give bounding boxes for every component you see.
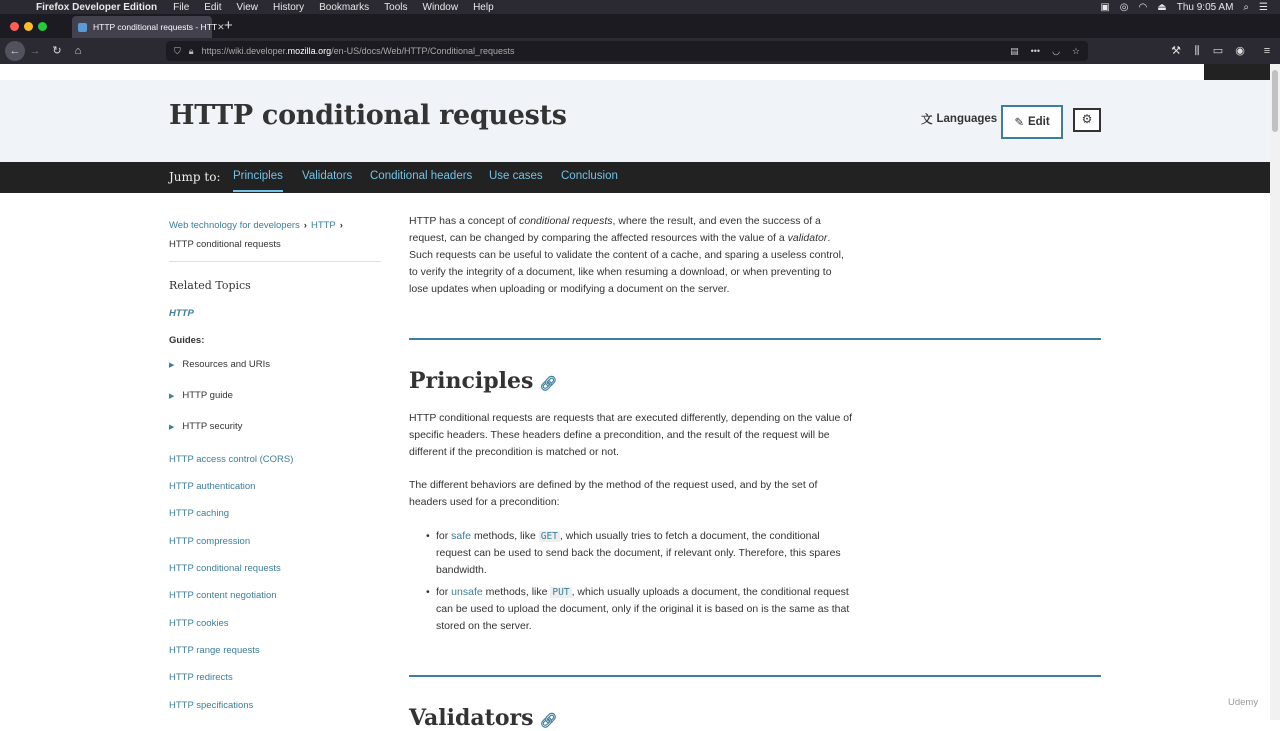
link-anchor-icon[interactable]: 🔗︎ xyxy=(539,376,558,392)
browser-tab[interactable] xyxy=(72,16,225,38)
sidebar-link-authentication[interactable]: HTTP authentication xyxy=(169,481,256,492)
wifi-icon[interactable]: ◠ xyxy=(1138,1,1148,13)
library-icon[interactable]: ⫼ xyxy=(1194,45,1200,57)
scrollbar-thumb[interactable] xyxy=(1272,70,1278,132)
breadcrumb xyxy=(169,216,381,254)
page-actions-icon[interactable]: ••• xyxy=(1030,45,1041,56)
menu-tools[interactable]: Tools xyxy=(384,1,408,13)
translate-icon: 文 xyxy=(921,114,933,126)
code-get[interactable]: GET xyxy=(540,531,558,542)
tree-item-http-guide[interactable] xyxy=(169,390,233,401)
expand-triangle-icon: ▶ xyxy=(169,424,175,431)
breadcrumb-http[interactable]: HTTP xyxy=(310,220,336,231)
tracking-shield-icon[interactable]: ⛉ xyxy=(174,45,181,56)
code-put[interactable]: PUT xyxy=(552,587,570,598)
jump-link-conditional-headers[interactable]: Conditional headers xyxy=(370,170,473,182)
menu-bookmarks[interactable]: Bookmarks xyxy=(319,1,370,13)
lock-icon[interactable]: 🔒︎ xyxy=(188,45,194,56)
validators-heading: Validators 🔗︎ xyxy=(409,705,558,731)
url-path: /en-US/docs/Web/HTTP/Conditional_requests xyxy=(331,46,515,56)
link-anchor-icon[interactable]: 🔗︎ xyxy=(539,713,558,729)
new-tab-icon[interactable]: + xyxy=(224,17,233,34)
tree-item-resources[interactable] xyxy=(169,359,270,370)
sidebar-link-compression[interactable]: HTTP compression xyxy=(169,536,251,547)
app-menu[interactable]: Firefox Developer Edition xyxy=(36,1,158,13)
status-icons xyxy=(1100,2,1280,13)
menu-edit[interactable]: Edit xyxy=(204,1,222,13)
page-title: HTTP conditional requests xyxy=(169,100,567,131)
breadcrumb-web-tech[interactable]: Web technology for developers xyxy=(169,220,300,231)
jump-to-bar xyxy=(0,162,1270,193)
developer-tools-icon[interactable]: ⚒ xyxy=(1171,45,1181,57)
forward-arrow-icon[interactable]: → xyxy=(29,45,41,57)
account-icon[interactable]: ◉ xyxy=(1235,45,1245,57)
tree-item-http-security[interactable] xyxy=(169,421,242,432)
jump-link-validators[interactable]: Validators xyxy=(302,170,353,182)
url-prefix: https://wiki.developer. xyxy=(201,46,288,56)
sidebar-link-redirects[interactable]: HTTP redirects xyxy=(169,672,233,683)
minimize-window-icon[interactable] xyxy=(24,22,33,31)
page-content xyxy=(0,64,1270,731)
unsafe-link[interactable]: unsafe xyxy=(451,586,483,598)
principles-heading: Principles 🔗︎ xyxy=(409,368,558,394)
bookmark-star-icon[interactable]: ☆ xyxy=(1071,45,1080,56)
edit-label: Edit xyxy=(1027,116,1050,128)
sidebar-link-cors[interactable]: HTTP access control (CORS) xyxy=(169,454,294,465)
gear-icon: ⚙ xyxy=(1081,112,1093,126)
settings-gear-button[interactable] xyxy=(1073,108,1101,132)
guides-label: Guides: xyxy=(169,335,205,346)
spotlight-search-icon[interactable]: ⌕ xyxy=(1243,1,1250,13)
udemy-watermark: Udemy xyxy=(1228,697,1259,708)
page-scrollbar[interactable] xyxy=(1270,64,1280,720)
section-divider xyxy=(409,675,1101,677)
control-center-icon[interactable]: ☰ xyxy=(1259,1,1268,13)
breadcrumb-current: HTTP conditional requests xyxy=(169,239,281,250)
jump-link-conclusion[interactable]: Conclusion xyxy=(561,170,618,182)
principles-paragraph-1: HTTP conditional requests are requests that are executed differently, depending on the value of specific headers. These headers define a precondition, and the result of the request will be different if the precondition is matched or not. xyxy=(409,412,853,458)
tree-item-label: HTTP guide xyxy=(182,390,233,401)
tree-item-label: HTTP security xyxy=(182,421,243,432)
focus-icon[interactable]: ◎ xyxy=(1119,1,1129,13)
breadcrumb-separator-icon: › xyxy=(339,220,343,231)
tab-strip xyxy=(0,14,1280,38)
sidebar-icon[interactable]: ▭ xyxy=(1212,45,1224,57)
pocket-icon[interactable]: ◡ xyxy=(1052,45,1060,56)
jump-link-use-cases[interactable]: Use cases xyxy=(489,170,543,182)
reader-view-icon[interactable]: ▤ xyxy=(1010,45,1019,56)
breadcrumb-separator-icon: › xyxy=(303,220,307,231)
languages-label: Languages xyxy=(936,113,998,125)
sidebar-link-specifications[interactable]: HTTP specifications xyxy=(169,700,254,711)
close-window-icon[interactable] xyxy=(10,22,19,31)
languages-button[interactable] xyxy=(921,111,997,127)
menu-history[interactable]: History xyxy=(273,1,305,13)
navigation-toolbar xyxy=(0,38,1280,64)
title-banner xyxy=(0,80,1270,162)
edit-button[interactable] xyxy=(1001,105,1063,139)
display-icon[interactable]: ▣ xyxy=(1100,1,1110,13)
sidebar-link-caching[interactable]: HTTP caching xyxy=(169,508,230,519)
sidebar-http-link[interactable]: HTTP xyxy=(169,308,194,319)
divider xyxy=(169,261,381,262)
safe-link[interactable]: safe xyxy=(451,530,472,542)
home-icon[interactable]: ⌂ xyxy=(74,45,82,57)
url-domain: mozilla.org xyxy=(287,46,332,56)
jump-link-principles[interactable]: Principles xyxy=(233,170,283,192)
sidebar-link-content-negotiation[interactable]: HTTP content negotiation xyxy=(169,590,277,601)
tab-title: HTTP conditional requests - HTT xyxy=(93,22,218,32)
sidebar-link-cookies[interactable]: HTTP cookies xyxy=(169,618,229,629)
eject-icon[interactable]: ⏏ xyxy=(1157,1,1167,13)
expand-triangle-icon: ▶ xyxy=(169,393,175,400)
clock[interactable]: Thu 9:05 AM xyxy=(1176,1,1234,13)
intro-paragraph: HTTP has a concept of conditional requests, where the result, and even the success of a request, can be changed by comparing the affected resources with the value of a validator. Such requests can be useful to validate the content of a cache, and sparing a useless control, to verify the integrity of a document, like when resuming a download, or when preventing to lose updates when uploading or modifying a document on the server. xyxy=(409,215,844,295)
pencil-icon: ✎ xyxy=(1014,117,1024,129)
hamburger-menu-icon[interactable]: ≡ xyxy=(1263,45,1271,57)
menu-file[interactable]: File xyxy=(173,1,190,13)
macos-menu-bar xyxy=(0,0,1280,14)
expand-triangle-icon: ▶ xyxy=(169,362,175,369)
back-arrow-icon[interactable]: ← xyxy=(5,41,25,61)
sidebar-link-range-requests[interactable]: HTTP range requests xyxy=(169,645,260,656)
reload-icon[interactable]: ↻ xyxy=(52,45,62,57)
sidebar-link-conditional-requests[interactable]: HTTP conditional requests xyxy=(169,563,281,574)
url-bar-actions xyxy=(1010,46,1088,57)
jump-to-label: Jump to: xyxy=(169,170,221,184)
url-bar[interactable] xyxy=(166,41,1088,61)
tree-item-label: Resources and URIs xyxy=(182,359,271,370)
close-tab-icon[interactable]: ✕ xyxy=(217,21,225,32)
related-topics-heading: Related Topics xyxy=(169,279,251,292)
menu-view[interactable]: View xyxy=(236,1,258,13)
mdn-top-strip xyxy=(0,64,1270,80)
list-item-unsafe-methods: • for unsafe methods, like PUT , which usually uploads a document, the conditional request can be used to upload the document, only if the original it is based on is the same as that stored on the server. xyxy=(436,584,866,635)
menu-window[interactable]: Window xyxy=(422,1,459,13)
zoom-window-icon[interactable] xyxy=(38,22,47,31)
section-divider xyxy=(409,338,1101,340)
list-item-safe-methods: • for safe methods, like GET , which usually tries to fetch a document, the conditional request can be used to send back the document, if relevant only. Therefore, this spares bandwidth. xyxy=(436,528,866,579)
principles-paragraph-2: The different behaviors are defined by the method of the request used, and by the set of headers used for a precondition: xyxy=(409,479,818,508)
mdn-favicon-icon xyxy=(78,23,87,32)
menu-help[interactable]: Help xyxy=(473,1,494,13)
